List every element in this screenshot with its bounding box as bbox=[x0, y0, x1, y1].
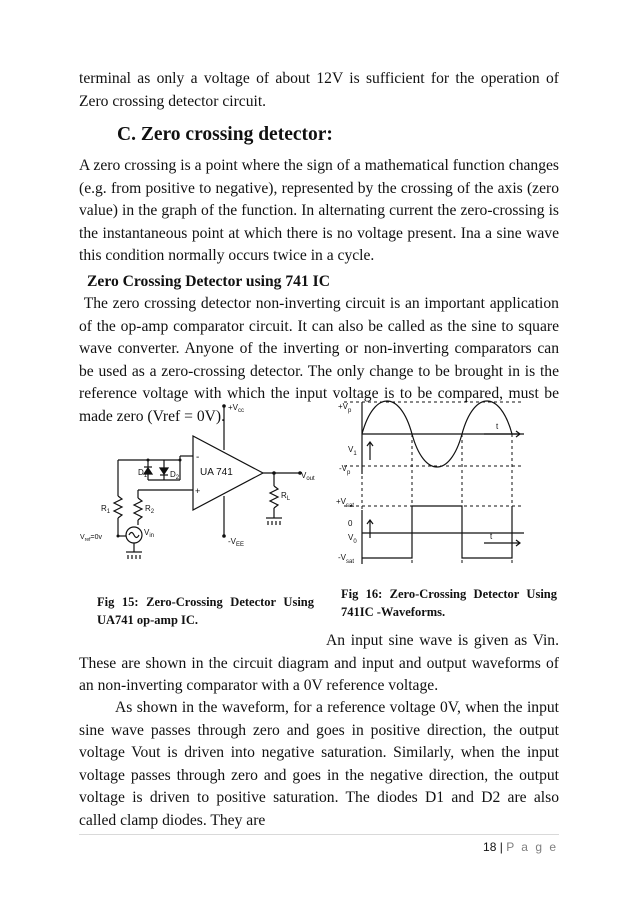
label-opamp: UA 741 bbox=[200, 467, 233, 478]
label-v0: $V_0$ bbox=[348, 533, 357, 545]
label-rl: $R_L$ bbox=[281, 491, 291, 502]
label-v1: $V_1$ bbox=[348, 445, 357, 457]
paragraph-intro: terminal as only a voltage of about 12V is sufficient for the operation of Zero crossing detector circuit. bbox=[79, 70, 559, 110]
figure-15-caption: Fig 15: Zero-Crossing Detector Using UA741 op-amp IC. bbox=[97, 595, 314, 627]
label-vcc: $+V_{cc}$ bbox=[228, 403, 245, 414]
figure-16-caption: Fig 16: Zero-Crossing Detector Using 741IC -Waveforms. bbox=[341, 587, 557, 619]
label-plus-vp: $+V_p$ bbox=[338, 402, 352, 414]
footer-separator: | bbox=[496, 840, 507, 854]
label-plus-vsat: $+V_{sat}$ bbox=[336, 497, 355, 509]
label-vref: $V_{ref}=0v$ bbox=[80, 534, 102, 543]
label-vout: $V_{out}$ bbox=[301, 471, 315, 482]
page-footer bbox=[483, 840, 558, 854]
label-t-top: t bbox=[496, 422, 499, 431]
label-d1: $D_1$ bbox=[138, 468, 148, 479]
paragraph-input: An input sine wave is given as Vin. These are shown in the circuit diagram and input and output waveforms of an non-inverting comparator with a 0V reference voltage. bbox=[79, 632, 559, 694]
label-r2: $R_2$ bbox=[145, 504, 155, 515]
page-label: P a g e bbox=[506, 840, 558, 854]
label-vee: $-V_{EE}$ bbox=[228, 537, 245, 548]
footer-divider bbox=[79, 834, 559, 835]
figure-16-waveforms bbox=[334, 398, 534, 570]
label-minus: - bbox=[196, 452, 200, 463]
label-minus-vsat: $-V_{sat}$ bbox=[338, 553, 355, 565]
label-vin: $V_{in}$ bbox=[144, 528, 155, 539]
label-plus: + bbox=[195, 486, 201, 496]
page-number: 18 bbox=[483, 840, 497, 854]
paragraph-741-before: The zero crossing detector non-inverting circuit is an important application of the bbox=[79, 295, 559, 335]
paragraph-definition: A zero crossing is a point where the sign of a mathematical function changes (e.g. from positive to negative), represented by the crossing of the axis (zero value) in the graph of the function. In alternating current the zero-crossing is the instantaneous point at which there is no voltage present. Ina a sine wave this condition normally occurs twice in a cycle. bbox=[79, 157, 559, 264]
label-t-bottom: t bbox=[490, 532, 493, 541]
label-r1: $R_1$ bbox=[101, 504, 111, 515]
figure-15-circuit-diagram bbox=[78, 398, 330, 578]
label-minus-vp: $-V_p$ bbox=[339, 464, 351, 476]
subheading: Zero Crossing Detector using 741 IC bbox=[87, 273, 330, 290]
label-zero: 0 bbox=[348, 519, 353, 528]
section-heading: C. Zero crossing detector: bbox=[117, 124, 333, 145]
paragraph-741-after: . It can also be called as the sine to square wave converter. Anyone of the inverting or non-inverting comparators can be used as a zero-crossing detector. The only change to be brought in is the reference voltage with which the input voltage is to be compared, must be made zero (Vref = 0V). bbox=[79, 317, 559, 425]
label-d2: $D_2$ bbox=[170, 470, 180, 481]
paragraph-waveform: As shown in the waveform, for a reference voltage 0V, when the input sine wave passes through zero and goes in positive direction, the output voltage Vout is driven into negative saturation. Similarly, when the input voltage passes through zero and goes in the negative direction, the output voltage is driven to positive saturation. The diodes D1 and D2 are also called clamp diodes. They are bbox=[79, 699, 559, 829]
op-amp-comparator-link[interactable]: op-amp comparator circuit bbox=[120, 317, 289, 335]
